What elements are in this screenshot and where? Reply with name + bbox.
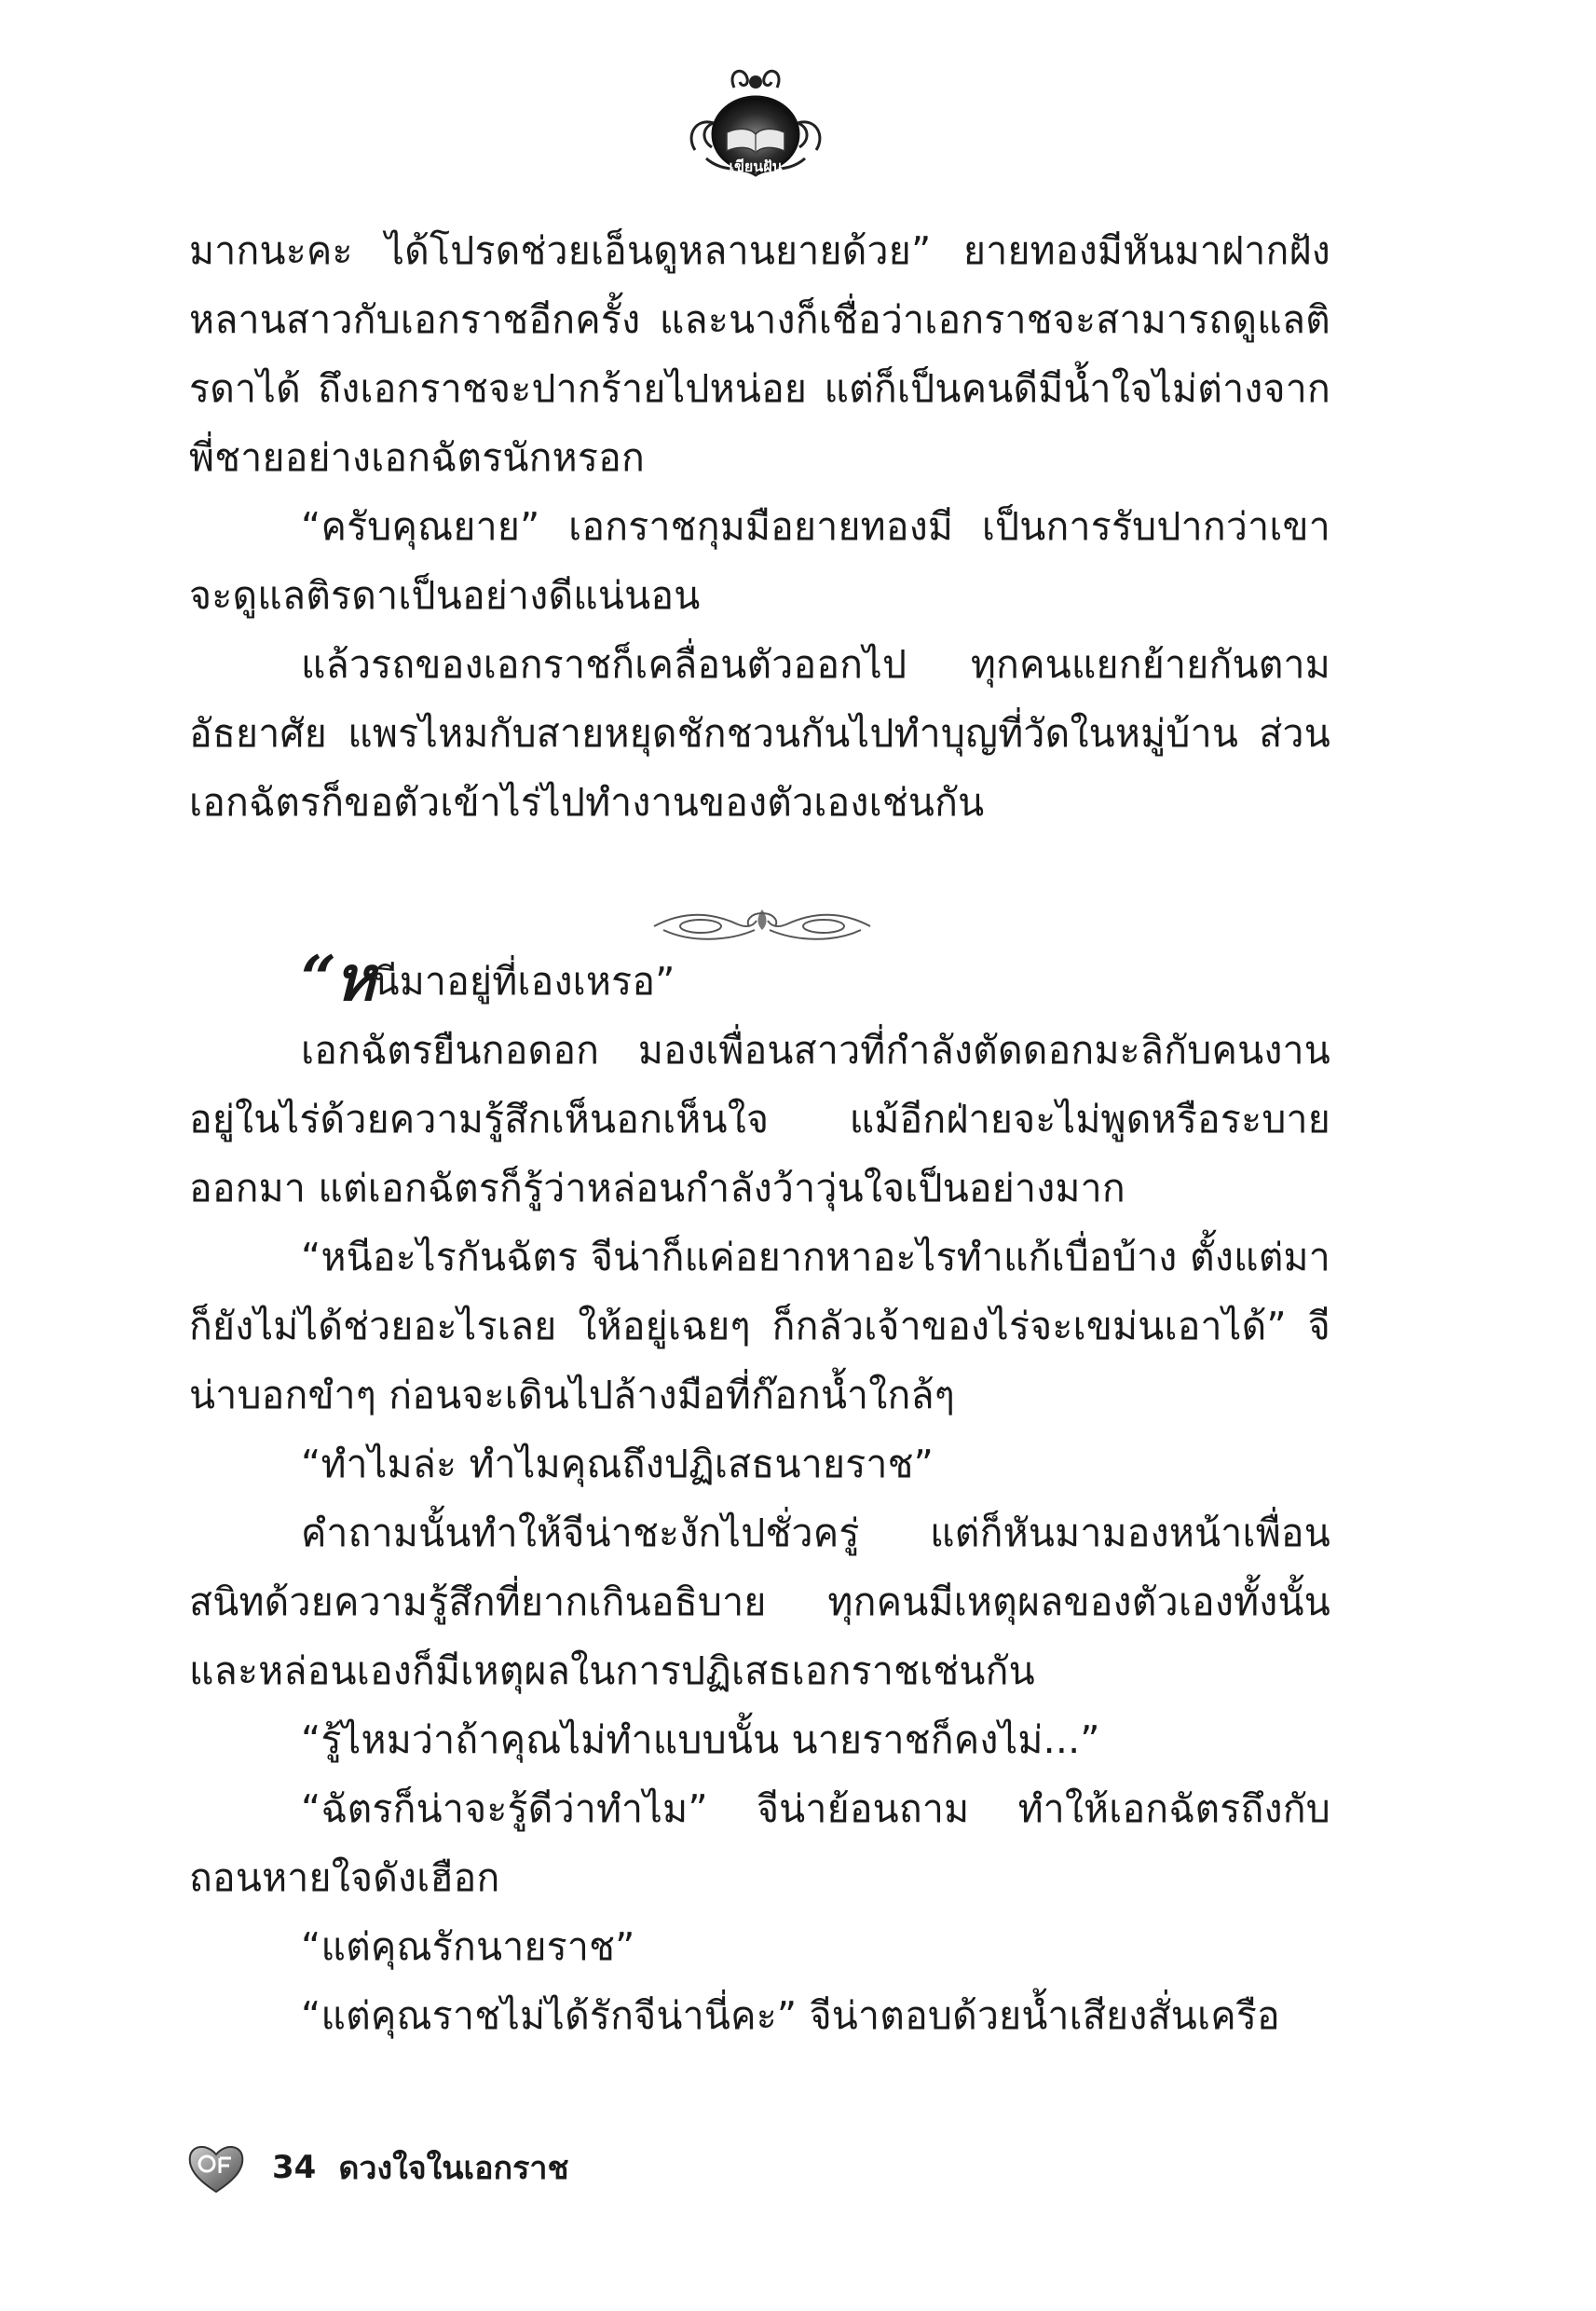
section-2-text	[189, 942, 1330, 2050]
paragraph: เอกฉัตรยืนกอดอก มองเพื่อนสาวที่กำลังตัดดอกมะลิกับคนงานอยู่ในไร่ด้วยความรู้สึกเห็นอกเห็นใจ แม้อีกฝ่ายจะไม่พูดหรือระบายออกมา แต่เอกฉัตรก็รู้ว่าหล่อนกำลังว้าวุ่นใจเป็นอย่างมาก	[189, 1028, 1330, 1210]
paragraph: “หนีอะไรกันฉัตร จีน่าก็แค่อยากหาอะไรทำแก้เบื่อบ้าง ตั้งแต่มาก็ยังไม่ได้ช่วยอะไรเลย ให้อยู่เฉยๆ ก็กลัวเจ้าของไร่จะเขม่นเอาได้” จีน่าบอกขำๆ ก่อนจะเดินไปล้างมือที่ก๊อกน้ำใกล้ๆ	[189, 1235, 1330, 1417]
paragraph: “รู้ไหมว่าถ้าคุณไม่ทำแบบนั้น นายราชก็คงไม่...”	[301, 1717, 1100, 1762]
paragraph: “แต่คุณรักนายราช”	[301, 1924, 635, 1969]
opening-line-rest: นีมาอยู่ที่เองเหรอ”	[373, 959, 675, 1004]
paragraph: แล้วรถของเอกราชก็เคลื่อนตัวออกไป ทุกคนแยกย้ายกันตามอัธยาศัย แพรไหมกับสายหยุดชักชวนกันไปทำบุญที่วัดในหมู่บ้าน ส่วนเอกฉัตรก็ขอตัวเข้าไร่ไปทำงานของตัวเองเช่นกัน	[189, 642, 1330, 825]
opening-line	[189, 942, 1330, 1016]
paragraph: “ทำไมล่ะ ทำไมคุณถึงปฏิเสธนายราช”	[301, 1442, 934, 1486]
emblem-text: เขียนฝัน	[729, 157, 783, 175]
paragraph: มากนะคะ ได้โปรดช่วยเอ็นดูหลานยายด้วย” ยายทองมีหันมาฝากฝังหลานสาวกับเอกราชอีกครั้ง และนางก็เชื่อว่าเอกราชจะสามารถดูแลติรดาได้ ถึงเอกราชจะปากร้ายไปหน่อย แต่ก็เป็นคนดีมีน้ำใจไม่ต่างจากพี่ชายอย่างเอกฉัตรนักหรอก	[189, 228, 1330, 480]
section-1-text	[189, 216, 1330, 837]
page-number: 34	[272, 2149, 317, 2186]
paragraph: “ครับคุณยาย” เอกราชกุมมือยายทองมี เป็นการรับปากว่าเขาจะดูแลติรดาเป็นอย่างดีแน่นอน	[189, 504, 1330, 618]
paragraph: “แต่คุณราชไม่ได้รักจีน่านี่คะ” จีน่าตอบด้วยน้ำเสียงสั่นเครือ	[301, 1993, 1280, 2038]
paragraph: “ฉัตรก็น่าจะรู้ดีว่าทำไม” จีน่าย้อนถาม ทำให้เอกฉัตรถึงกับถอนหายใจดังเฮือก	[189, 1786, 1330, 1900]
ornamental-divider-icon	[645, 902, 880, 949]
publisher-logo-icon	[186, 2141, 246, 2194]
ornate-book-emblem-icon	[686, 62, 825, 185]
book-title: ดวงใจในเอกราช	[338, 2150, 569, 2187]
page-footer	[186, 2140, 569, 2195]
paragraph: คำถามนั้นทำให้จีน่าชะงักไปชั่วครู่ แต่ก็หันมามองหน้าเพื่อนสนิทด้วยความรู้สึกที่ยากเกินอธิบาย ทุกคนมีเหตุผลของตัวเองทั้งนั้น และหล่อนเองก็มีเหตุผลในการปฏิเสธเอกราชเช่นกัน	[189, 1511, 1330, 1693]
drop-cap: “ห	[301, 942, 374, 1015]
